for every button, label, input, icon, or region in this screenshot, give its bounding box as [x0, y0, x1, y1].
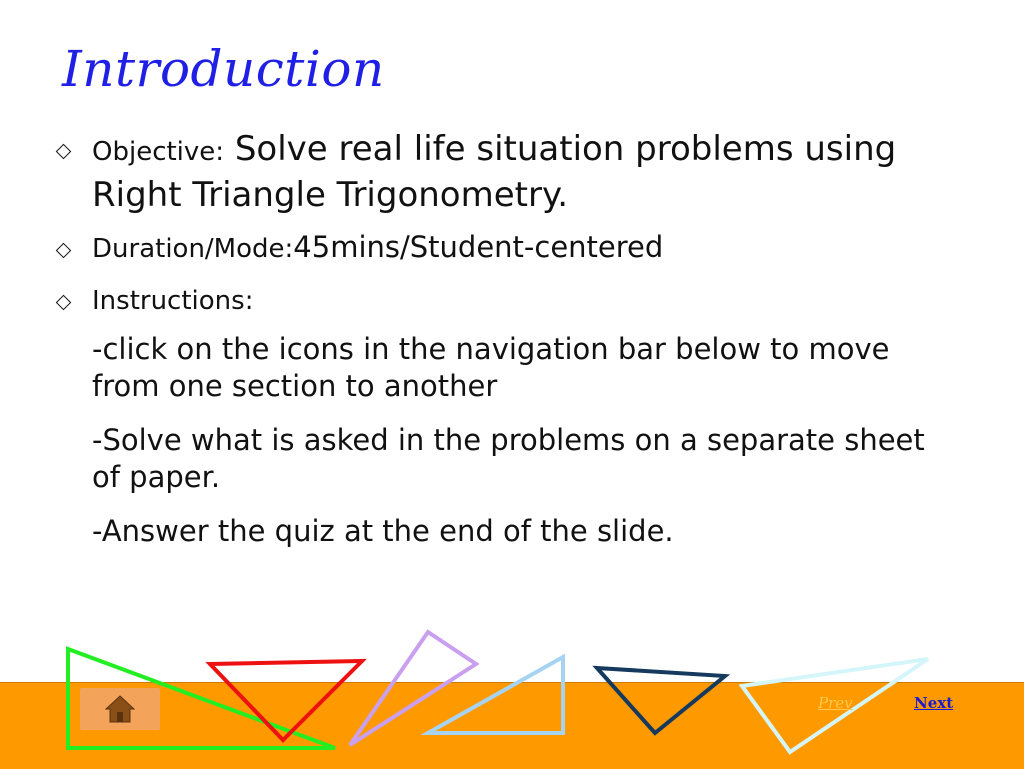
- home-button[interactable]: [80, 688, 160, 730]
- instruction-line: -Answer the quiz at the end of the slide.: [92, 514, 674, 548]
- instructions-label: Instructions:: [92, 286, 254, 316]
- instruction-line: -Solve what is asked in the problems on a separate sheet of paper.: [92, 423, 925, 494]
- instruction-line: -click on the icons in the navigation bar below to move from one section to another: [92, 332, 890, 403]
- bullet-list: [56, 128, 956, 567]
- duration-item: [56, 227, 956, 269]
- slide-title: Introduction: [62, 40, 385, 98]
- objective-label: Objective:: [92, 137, 225, 167]
- next-link[interactable]: Next: [914, 694, 954, 712]
- home-icon: [105, 694, 135, 724]
- instructions-item: [56, 279, 956, 321]
- duration-label: Duration/Mode:: [92, 234, 294, 264]
- objective-text: Solve real life situation problems using Right Triangle Trigonometry.: [92, 129, 897, 215]
- prev-link[interactable]: Prev: [818, 694, 853, 712]
- objective-item: [56, 128, 956, 217]
- duration-text: 45mins/Student-centered: [293, 230, 664, 264]
